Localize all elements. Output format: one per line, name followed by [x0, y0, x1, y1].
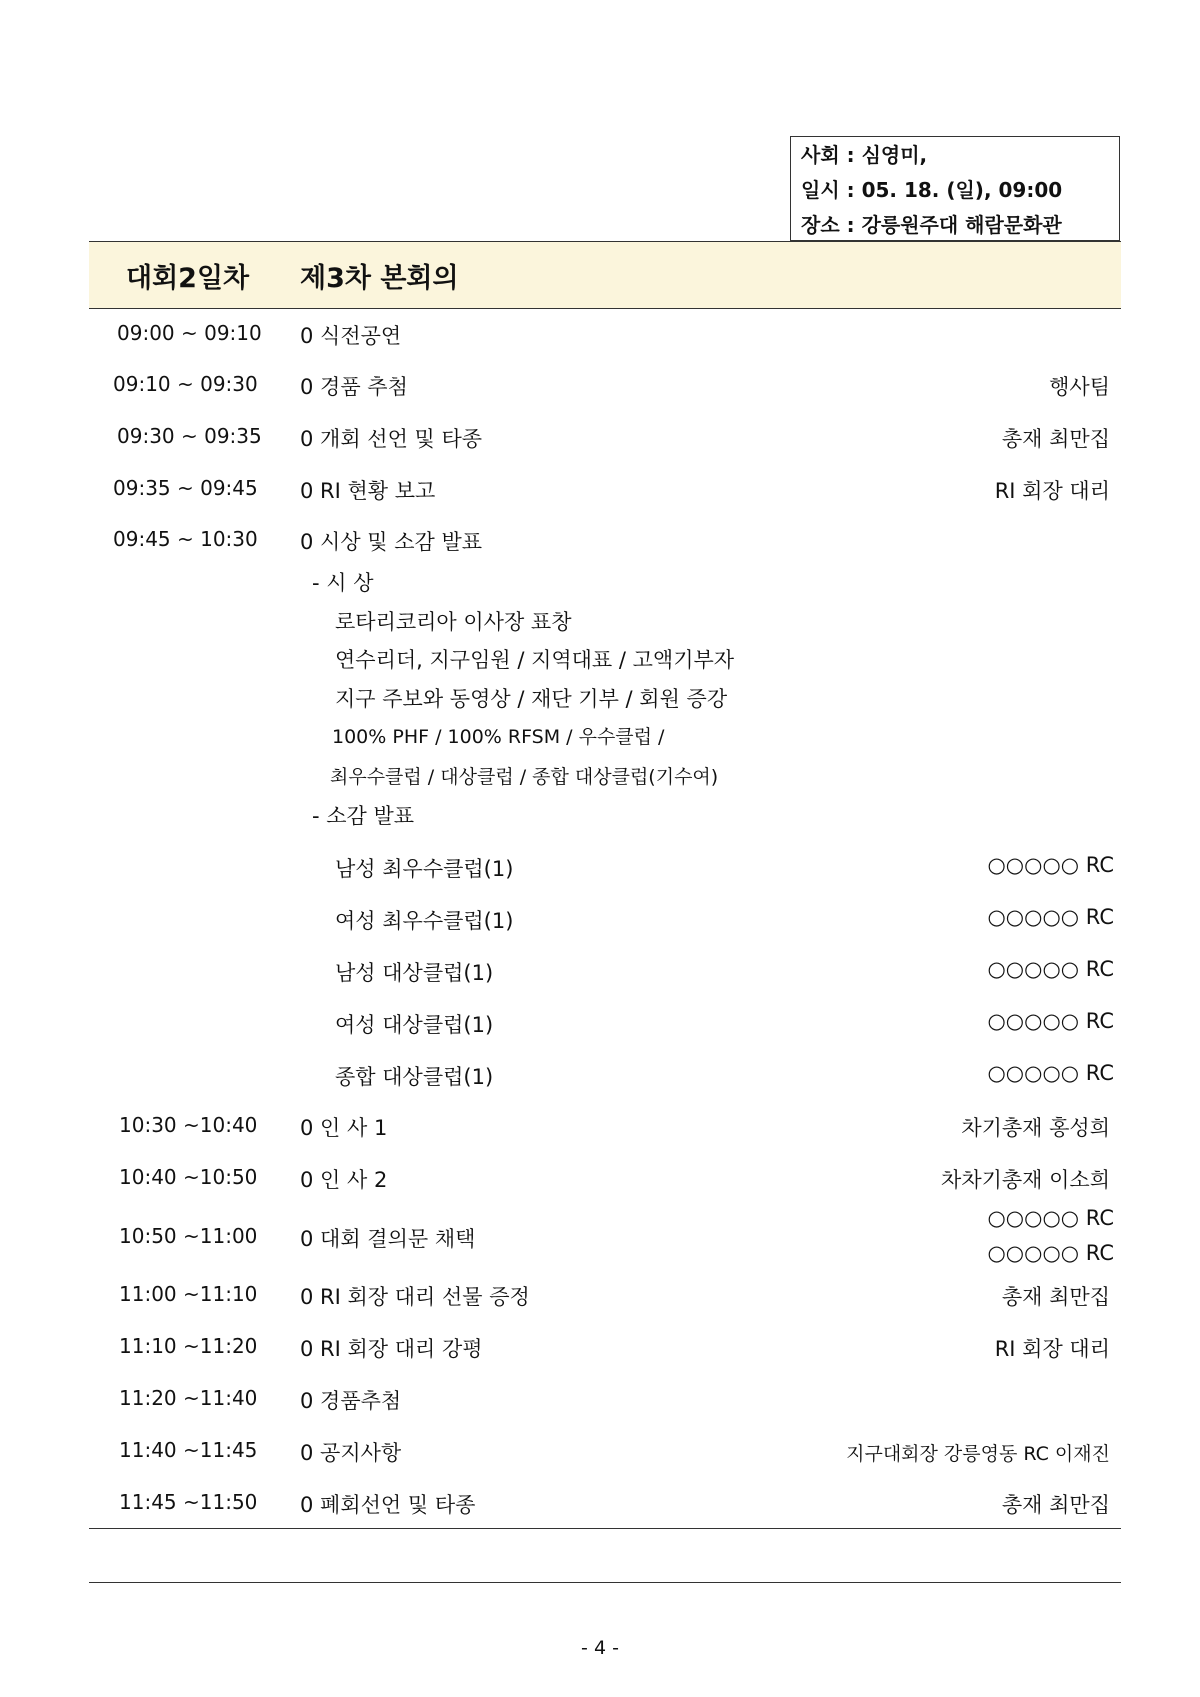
row-item: 0 공지사항: [300, 1441, 402, 1465]
page-number: - 4 -: [581, 1637, 619, 1659]
row-time: 11:40 ~11:45: [119, 1438, 258, 1462]
award-line: 지구 주보와 동영상 / 재단 기부 / 회원 증강: [335, 687, 728, 711]
row-item: 0 개회 선언 및 타종: [300, 427, 483, 451]
session-title: 제3차 본회의: [300, 263, 459, 294]
row-time: 10:40 ~10:50: [119, 1165, 258, 1189]
info-box: [790, 136, 1120, 241]
place-line: 장소 : 강릉원주대 해람문화관: [801, 213, 1062, 237]
footer-rule: [89, 1582, 1121, 1583]
day-label: 대회2일차: [126, 263, 250, 294]
row-responsible-2: ○○○○○ RC: [987, 1241, 1114, 1265]
row-item: 0 RI 회장 대리 강평: [300, 1337, 483, 1361]
award-line: 로타리코리아 이사장 표창: [335, 610, 572, 634]
speech-label: 여성 대상클럽(1): [335, 1013, 494, 1037]
speech-label: 남성 최우수클럽(1): [335, 857, 514, 881]
speech-label: 종합 대상클럽(1): [335, 1065, 494, 1089]
row-time: 09:35 ~ 09:45: [113, 476, 258, 500]
speech-club: ○○○○○ RC: [987, 1009, 1114, 1033]
speech-label: 여성 최우수클럽(1): [335, 909, 514, 933]
row-time: 10:50 ~11:00: [119, 1224, 258, 1248]
row-time: 11:45 ~11:50: [119, 1490, 258, 1514]
row-responsible: 총재 최만집: [1001, 1493, 1110, 1517]
row-responsible: 행사팀: [1049, 375, 1110, 399]
speech-club: ○○○○○ RC: [987, 905, 1114, 929]
row-time: 09:45 ~ 10:30: [113, 527, 258, 551]
row-responsible: ○○○○○ RC: [987, 1206, 1114, 1230]
speech-label: 남성 대상클럽(1): [335, 961, 494, 985]
row-item: 0 대회 결의문 채택: [300, 1227, 476, 1251]
row-time: 11:20 ~11:40: [119, 1386, 258, 1410]
row-item: 0 폐회선언 및 타종: [300, 1493, 476, 1517]
awards-heading: - 시 상: [312, 571, 374, 595]
row-responsible: 총재 최만집: [1001, 427, 1110, 451]
row-time: 10:30 ~10:40: [119, 1113, 258, 1137]
award-line: 최우수클럽 / 대상클럽 / 종합 대상클럽(기수여): [330, 766, 719, 788]
row-time: 11:00 ~11:10: [119, 1282, 258, 1306]
row-time: 09:10 ~ 09:30: [113, 372, 258, 396]
row-item: 0 인 사 2: [300, 1168, 388, 1192]
date-line: 일시 : 05. 18. (일), 09:00: [801, 178, 1063, 202]
award-line: 100% PHF / 100% RFSM / 우수클럽 /: [332, 726, 665, 748]
row-time: 09:00 ~ 09:10: [117, 321, 262, 345]
row-item: 0 인 사 1: [300, 1116, 388, 1140]
row-responsible: 총재 최만집: [1001, 1285, 1110, 1309]
speech-club: ○○○○○ RC: [987, 1061, 1114, 1085]
row-item: 0 RI 현황 보고: [300, 479, 436, 503]
table-bottom-rule: [89, 1528, 1121, 1529]
row-item: 0 식전공연: [300, 324, 402, 348]
row-responsible: RI 회장 대리: [994, 479, 1110, 503]
award-line: 연수리더, 지구임원 / 지역대표 / 고액기부자: [335, 648, 735, 672]
speech-club: ○○○○○ RC: [987, 853, 1114, 877]
speech-club: ○○○○○ RC: [987, 957, 1114, 981]
row-responsible: 지구대회장 강릉영동 RC 이재진: [846, 1443, 1110, 1465]
row-time: 11:10 ~11:20: [119, 1334, 258, 1358]
row-item: 0 시상 및 소감 발표: [300, 530, 483, 554]
row-item: 0 경품추첨: [300, 1389, 402, 1413]
host-line: 사회 : 심영미,: [801, 143, 928, 167]
row-responsible: 차기총재 홍성희: [961, 1116, 1110, 1140]
row-item: 0 경품 추첨: [300, 375, 408, 399]
row-time: 09:30 ~ 09:35: [117, 424, 262, 448]
row-responsible: 차차기총재 이소희: [941, 1168, 1110, 1192]
row-responsible: RI 회장 대리: [994, 1337, 1110, 1361]
speech-heading: - 소감 발표: [312, 804, 415, 828]
row-item: 0 RI 회장 대리 선물 증정: [300, 1285, 530, 1309]
